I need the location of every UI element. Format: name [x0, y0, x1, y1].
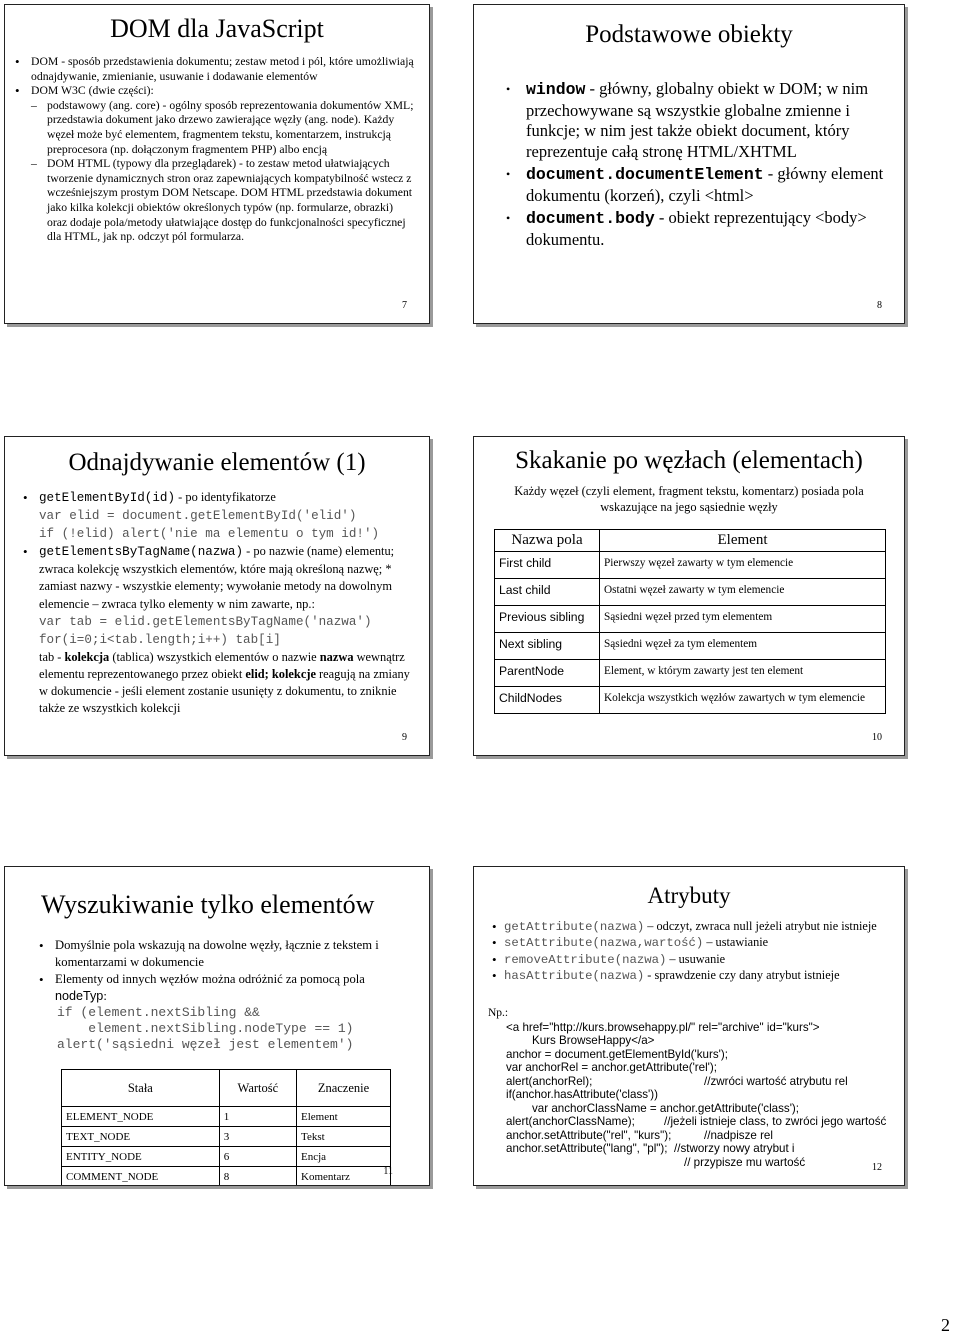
slide-9 — [4, 436, 430, 756]
code-statement: anchor.setAttribute("lang", "pl"); — [506, 1142, 668, 1155]
slide-number: 8 — [877, 300, 882, 311]
sub-bullet-item: – podstawowy (ang. core) - ogólny sposób reprezentowania dokumentów XML; przedstawia dokument jako drzewo zawierające węzły (ang. node). Każdy węzeł może być elementem, fragmentem tekstu, komentarzem, instrukcją preprocesora (np. dołączonym fragmentem PHP) albo encją — [9, 99, 415, 157]
code-block — [33, 1005, 417, 1053]
code-line: element.nextSibling.nodeType == 1) — [57, 1021, 354, 1036]
code-line: <a href="http://kurs.browsehappy.pl/" rel="archive" id="kurs"> — [506, 1020, 820, 1034]
code-comment: //stworzy nowy atrybut i — [674, 1142, 795, 1155]
paragraph-text: reagują na zmiany w dokumencie - jeśli element zostanie usunięty z dokumentu, to zniknie także ze wszystkich kolekcji — [39, 666, 410, 716]
code-line: var elid = document.getElementById('elid') — [39, 509, 357, 524]
bold-text: kolekcja — [64, 649, 110, 664]
code-term: getElementById(id) — [39, 491, 176, 505]
bullet-item — [17, 489, 419, 543]
table-row — [495, 660, 886, 687]
slide-7 — [4, 4, 430, 324]
code-line: alert('sąsiedni węzeł jest elementem') — [57, 1037, 354, 1052]
bullet-item — [482, 935, 896, 951]
slide-12 — [473, 866, 905, 1186]
bullet-item — [496, 164, 886, 206]
slide-number: 12 — [872, 1162, 882, 1173]
code-line: anchor = document.getElementById('kurs'); — [506, 1047, 728, 1061]
table-header: Nazwa pola — [495, 530, 600, 552]
bullet-item — [482, 968, 896, 984]
code-line: if (!elid) alert('nie ma elementu o tym id!') — [39, 527, 380, 542]
code-term: getAttribute(nazwa) — [504, 920, 645, 934]
code-line — [488, 1129, 894, 1143]
table-cell: Komentarz — [297, 1167, 391, 1187]
bullet-item — [33, 971, 417, 1005]
code-term: document.body — [526, 209, 655, 228]
bullet-item — [482, 952, 896, 968]
sub-bullet-item: – DOM HTML (typowy dla przeglądarek) - to zestaw metod ułatwiających tworzenie dynamicznych stron oraz zapewniających kompatybilność wstecz z wcześniejszym prostym DOM Netscape. DOM HTML przedstawia dokument jako kilka kolekcji obiektów określonych typów (np. formularze, obrazki) oraz dodaje pola/metody ułatwiające dostęp do funkcjonalności specyficznej dla HTML, jak np. odczyt pól formularza. — [9, 157, 415, 245]
node-type-table — [61, 1069, 391, 1186]
bullet-item — [496, 208, 886, 250]
slide-number: 10 — [872, 732, 882, 743]
code-statement: alert(anchorRel); — [506, 1074, 593, 1088]
table-cell: ParentNode — [495, 660, 600, 687]
page-number: 2 — [941, 1315, 950, 1335]
code-term: getElementsByTagName(nazwa) — [39, 545, 244, 560]
bold-text: elid; kolekcje — [245, 666, 316, 681]
table-cell: TEXT_NODE — [62, 1127, 220, 1147]
slide-title: Atrybuty — [647, 883, 731, 908]
slide-title: Wyszukiwanie tylko elementów — [41, 890, 375, 919]
node-fields-table — [494, 529, 886, 714]
table-cell: 3 — [219, 1127, 296, 1147]
bullet-text: - po nazwie (name) elementu; zwraca kolekcję wszystkich elementów, które mają określoną nazwę; * zamiast nazwy - wszystkie elementy; wywołanie metody na dowolnym elemencie – zwraca tylko elementy w nim zawarte, np.: — [39, 544, 395, 611]
slide-11 — [4, 866, 430, 1186]
bold-text: nazwa — [319, 649, 354, 664]
table-cell: Sąsiedni węzeł przed tym elementem — [600, 606, 886, 633]
code-line — [488, 1142, 894, 1156]
bullet-text: - główny, globalny obiekt w DOM; w nim przechowywane są wszystkie globalne zmienne i funkcje; w nim jest także obiekt document, który reprezentuje całą stronę HTML/XHTML — [526, 79, 869, 161]
bullet-text: - sprawdzenie czy dany atrybut istnieje — [644, 968, 840, 983]
bullet-item — [496, 79, 886, 162]
bullet-text: – odczyt, zwraca null jeżeli atrybut nie istnieje — [644, 919, 877, 933]
bullet-text: – usuwanie — [666, 951, 726, 966]
bullet-item: • DOM W3C (dwie części): — [9, 84, 415, 99]
table-row — [495, 687, 886, 714]
slide-number: 11 — [383, 1166, 393, 1177]
slide-number: 9 — [402, 732, 407, 743]
slide-10 — [473, 436, 905, 756]
bullet-list — [496, 79, 886, 252]
table-cell: Encja — [297, 1147, 391, 1167]
code-term: hasAttribute(nazwa) — [504, 969, 645, 984]
table-cell: COMMENT_NODE — [62, 1167, 220, 1187]
table-row — [62, 1127, 391, 1147]
table-cell: 6 — [219, 1147, 296, 1167]
table-row — [62, 1167, 391, 1187]
table-row — [495, 633, 886, 660]
table-row — [62, 1107, 391, 1127]
table-row — [495, 606, 886, 633]
bullet-item: • Domyślnie pola wskazują na dowolne węzły, łącznie z tekstem i komentarzami w dokumencie — [33, 937, 417, 971]
bullet-text: - główny element dokumentu (korzeń), czyli <html> — [526, 164, 884, 205]
table-cell: Ostatni węzeł zawarty w tym elemencie — [600, 579, 886, 606]
slide-title: Podstawowe obiekty — [585, 21, 793, 48]
code-line: if(anchor.hasAttribute('class')) — [506, 1088, 658, 1101]
bullet-list — [482, 919, 896, 985]
code-term: setAttribute(nazwa,wartość) — [504, 936, 704, 951]
slide-number: 7 — [402, 300, 407, 311]
table-cell: Element — [297, 1107, 391, 1127]
table-cell: Sąsiedni węzeł za tym elementem — [600, 633, 886, 660]
example-block — [488, 1007, 894, 1169]
code-comment: //jeżeli istnieje class, to zwróci jego wartość — [664, 1115, 887, 1128]
code-comment: //nadpisze rel — [704, 1128, 773, 1142]
code-term: document.documentElement — [526, 165, 764, 184]
bullet-text: : — [103, 989, 107, 1003]
code-line: Kurs BrowseHappy</a> — [532, 1034, 655, 1047]
code-line — [488, 1115, 894, 1129]
table-cell: 1 — [219, 1107, 296, 1127]
code-line: // przypisze mu wartość — [684, 1155, 806, 1169]
table-header: Element — [600, 530, 886, 552]
table-cell: ChildNodes — [495, 687, 600, 714]
code-statement: alert(anchorClassName); — [506, 1115, 635, 1128]
slide-title: Skakanie po węzłach (elementach) — [515, 447, 863, 474]
table-row — [62, 1147, 391, 1167]
table-cell: ELEMENT_NODE — [62, 1107, 220, 1127]
table-cell: Tekst — [297, 1127, 391, 1147]
example-label: Np.: — [488, 1007, 509, 1019]
code-line — [488, 1075, 894, 1089]
table-cell: ENTITY_NODE — [62, 1147, 220, 1167]
table-cell: Kolekcja wszystkich węzłów zawartych w tym elemencie — [600, 687, 886, 714]
table-header: Znaczenie — [297, 1070, 391, 1107]
code-term: nodeTyp — [55, 989, 104, 1003]
slide-subtitle: Każdy węzeł (czyli element, fragment tekstu, komentarz) posiada pola wskazujące na jego sąsiednie węzły — [514, 483, 864, 514]
bullet-text: - obiekt reprezentujący <body> dokumentu. — [526, 208, 867, 249]
table-cell: Previous sibling — [495, 606, 600, 633]
bullet-text: – ustawianie — [703, 935, 769, 950]
table-cell: Next sibling — [495, 633, 600, 660]
code-term: window — [526, 80, 586, 99]
code-term: removeAttribute(nazwa) — [504, 952, 667, 967]
slide-body — [33, 937, 417, 1053]
bullet-text: - po identyfikatorze — [175, 490, 276, 504]
code-comment: //zwróci wartość atrybutu rel — [704, 1074, 848, 1088]
table-row — [495, 579, 886, 606]
table-cell: Element, w którym zawarty jest ten element — [600, 660, 886, 687]
paragraph-text: (tablica) wszystkich elementów o nazwie — [109, 649, 320, 664]
code-statement: anchor.setAttribute("rel", "kurs"); — [506, 1128, 672, 1142]
table-header: Stała — [62, 1070, 220, 1107]
slide-8 — [473, 4, 905, 324]
bullet-item: • DOM - sposób przedstawienia dokumentu; zestaw metod i pól, które umożliwiają odnajdywanie, zmienianie, usuwanie i dodawanie elementów — [9, 55, 415, 84]
code-line: var tab = elid.getElementsByTagName('nazwa') — [39, 614, 372, 629]
table-row — [495, 552, 886, 579]
table-cell: 8 — [219, 1167, 296, 1187]
bullet-list — [9, 55, 415, 245]
bullet-item — [482, 919, 896, 935]
code-line: var anchorRel = anchor.getAttribute('rel'); — [506, 1061, 717, 1074]
bullet-text: Elementy od innych węzłów można odróżnić za pomocą pola — [55, 972, 365, 986]
code-line: if (element.nextSibling && — [57, 1005, 260, 1020]
table-cell: First child — [495, 552, 600, 579]
paragraph-text: tab - — [39, 649, 65, 664]
paragraph-text: wewnątrz elementu reprezentowanego przez obiekt — [39, 649, 405, 681]
slide-body — [17, 489, 419, 717]
table-cell: Pierwszy węzeł zawarty w tym elemencie — [600, 552, 886, 579]
code-line: var anchorClassName = anchor.getAttribute('class'); — [532, 1101, 800, 1115]
slide-title: Odnajdywanie elementów (1) — [68, 449, 366, 476]
table-header: Wartość — [219, 1070, 296, 1107]
code-line: for(i=0;i<tab.length;i++) tab[i] — [39, 632, 281, 647]
slide-title: DOM dla JavaScript — [110, 14, 324, 43]
table-cell: Last child — [495, 579, 600, 606]
bullet-item — [17, 543, 419, 717]
